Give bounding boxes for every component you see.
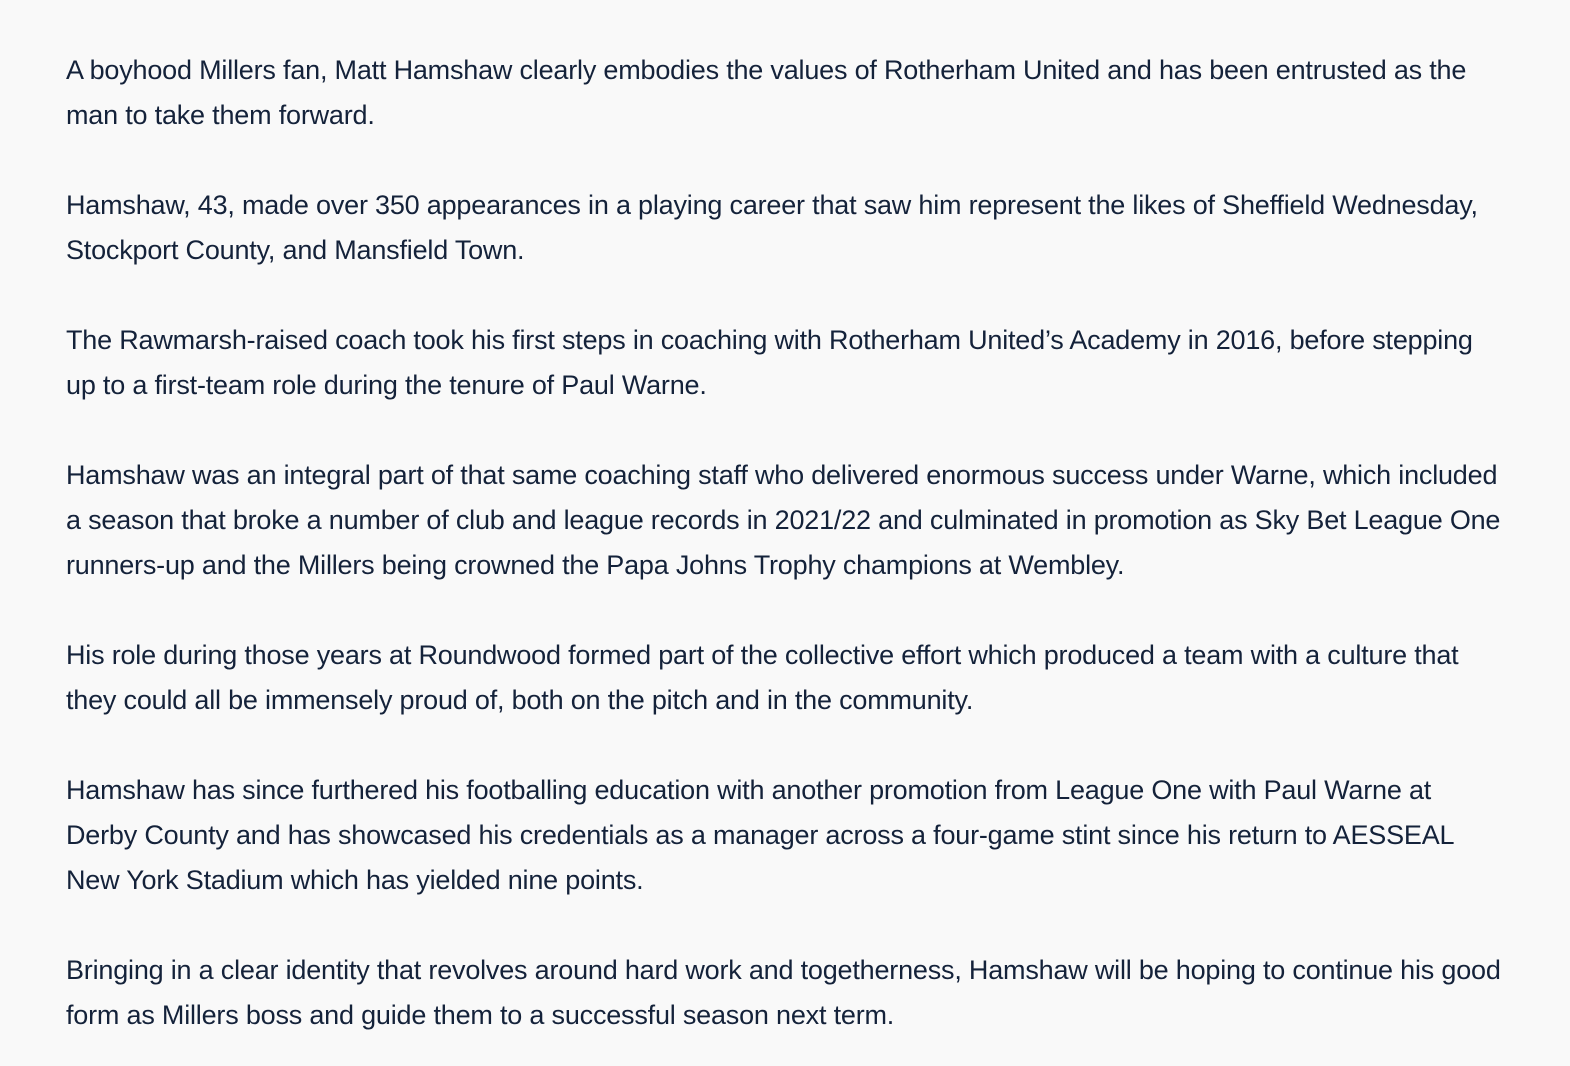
- article-paragraph-7: Bringing in a clear identity that revolves around hard work and togetherness, Hamshaw will be hoping to continue his good form as Millers boss and guide them to a successful season next term.: [66, 955, 1501, 1030]
- article-paragraph-3: The Rawmarsh-raised coach took his first steps in coaching with Rotherham United’s Academy in 2016, before stepping up to a first-team role during the tenure of Paul Warne.: [66, 325, 1473, 400]
- article-paragraph-1: A boyhood Millers fan, Matt Hamshaw clearly embodies the values of Rotherham United and has been entrusted as the man to take them forward.: [66, 55, 1467, 130]
- article-paragraph-4: Hamshaw was an integral part of that same coaching staff who delivered enormous success under Warne, which included a season that broke a number of club and league records in 2021/22 and culminated in promotion as Sky Bet League One runners-up and the Millers being crowned the Papa Johns Trophy champions at Wembley.: [66, 460, 1501, 580]
- article-paragraph-2: Hamshaw, 43, made over 350 appearances in a playing career that saw him represent the likes of Sheffield Wednesday, Stockport County, and Mansfield Town.: [66, 190, 1478, 265]
- article-paragraph-6: Hamshaw has since furthered his footballing education with another promotion from League One with Paul Warne at Derby County and has showcased his credentials as a manager across a four-game stint since his return to AESSEAL New York Stadium which has yielded nine points.: [66, 775, 1454, 895]
- article-paragraph-5: His role during those years at Roundwood formed part of the collective effort which produced a team with a culture that they could all be immensely proud of, both on the pitch and in the community.: [66, 640, 1459, 715]
- article-body: [66, 48, 1506, 1038]
